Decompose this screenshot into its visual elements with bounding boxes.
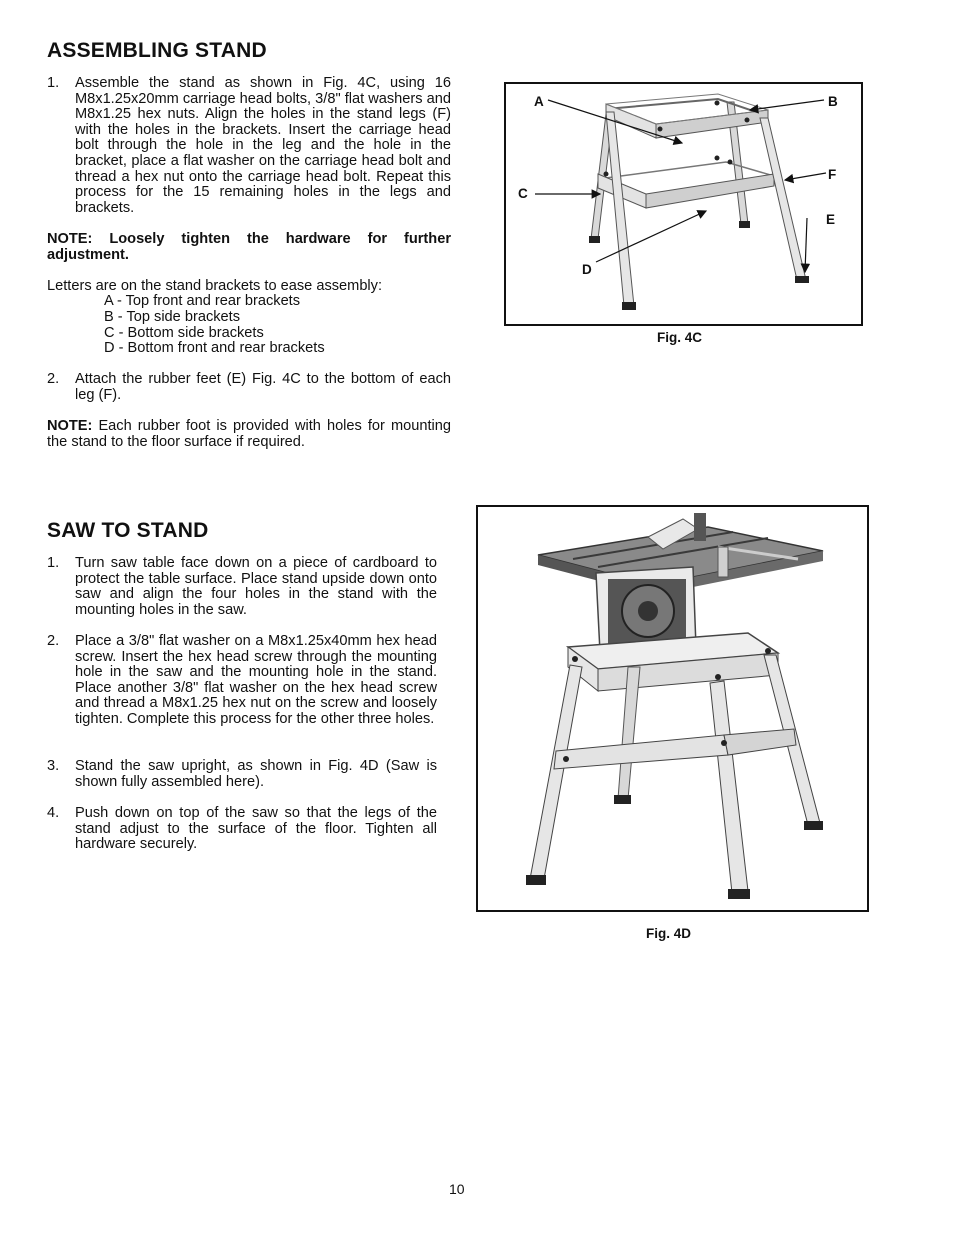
- section-heading-saw-to-stand: SAW TO STAND: [47, 519, 209, 542]
- step-number: 1.: [47, 555, 60, 571]
- step-number: 3.: [47, 758, 60, 774]
- saw-step-2: [47, 634, 437, 728]
- step-number: 2.: [47, 371, 60, 387]
- page-number: 10: [449, 1181, 465, 1197]
- note-label: NOTE:: [47, 418, 93, 434]
- label-a: A: [534, 94, 544, 109]
- label-c: C: [518, 186, 528, 201]
- note-text: Each rubber foot is provided with holes for mounting the stand to the floor surface if required.: [47, 418, 451, 450]
- label-e: E: [826, 212, 836, 227]
- letter-item-b: B - Top side brackets: [104, 309, 241, 325]
- step-2-rubber-feet: [47, 372, 451, 403]
- step-text: Stand the saw upright, as shown in Fig. 4D (Saw is shown fully assembled here).: [75, 758, 437, 790]
- note-loosely-tighten: NOTE: Loosely tighten the hardware for further adjustment.: [47, 231, 451, 263]
- figure-4d-caption: Fig. 4D: [646, 926, 692, 941]
- label-b: B: [828, 94, 838, 109]
- step-text: Attach the rubber feet (E) Fig. 4C to the bottom of each leg (F).: [75, 371, 451, 403]
- letter-item-d: D - Bottom front and rear brackets: [104, 340, 325, 356]
- step-number: 4.: [47, 805, 60, 821]
- section-heading-assembling-stand: ASSEMBLING STAND: [47, 39, 267, 62]
- saw-step-1: [47, 556, 437, 618]
- step-text: Place a 3/8" flat washer on a M8x1.25x40mm hex head screw. Insert the hex head screw through the mounting hole in the saw and the mounting hole in the stand. Place another 3/8" flat washer on the hex head screw and thread a M8x1.25 hex nut on the screw and loosely tighten. Complete this process for the other three holes.: [75, 633, 437, 727]
- note-rubber-foot: [47, 419, 451, 450]
- figure-4c-caption: Fig. 4C: [657, 330, 703, 345]
- step-text: Assemble the stand as shown in Fig. 4C, using 16 M8x1.25x20mm carriage head bolts, 3/8" flat washers and M8x1.25 hex nuts. Align the holes in the stand legs (F) with the holes in the brackets. Insert the carriage head bolt through the hole in the leg and the hole in the bracket, place a flat washer on the carriage head bolt and thread a hex nut onto the carriage head bolt. Repeat this process for the 15 remaining holes in the legs and brackets.: [75, 75, 451, 216]
- step-number: 2.: [47, 633, 60, 649]
- letters-intro: Letters are on the stand brackets to ease assembly:: [47, 278, 383, 294]
- step-1-assemble-stand: [47, 76, 451, 216]
- saw-on-stand-illustration: [478, 507, 866, 909]
- letter-item-c: C - Bottom side brackets: [104, 325, 264, 341]
- label-f: F: [828, 167, 837, 182]
- saw-step-3: [47, 759, 437, 790]
- figure-4d-saw-on-stand-photo: [476, 505, 869, 912]
- stand-illustration: [506, 84, 860, 323]
- figure-4c-stand-diagram: [504, 82, 863, 326]
- step-text: Push down on top of the saw so that the legs of the stand adjust to the surface of the floor. Tighten all hardware securely.: [75, 805, 437, 853]
- step-text: Turn saw table face down on a piece of cardboard to protect the table surface. Place stand upside down onto saw and align the four holes in the stand with the mounting holes in the saw.: [75, 555, 437, 618]
- step-number: 1.: [47, 75, 60, 91]
- saw-step-4: [47, 806, 437, 853]
- letter-item-a: A - Top front and rear brackets: [104, 293, 301, 309]
- label-d: D: [582, 262, 592, 277]
